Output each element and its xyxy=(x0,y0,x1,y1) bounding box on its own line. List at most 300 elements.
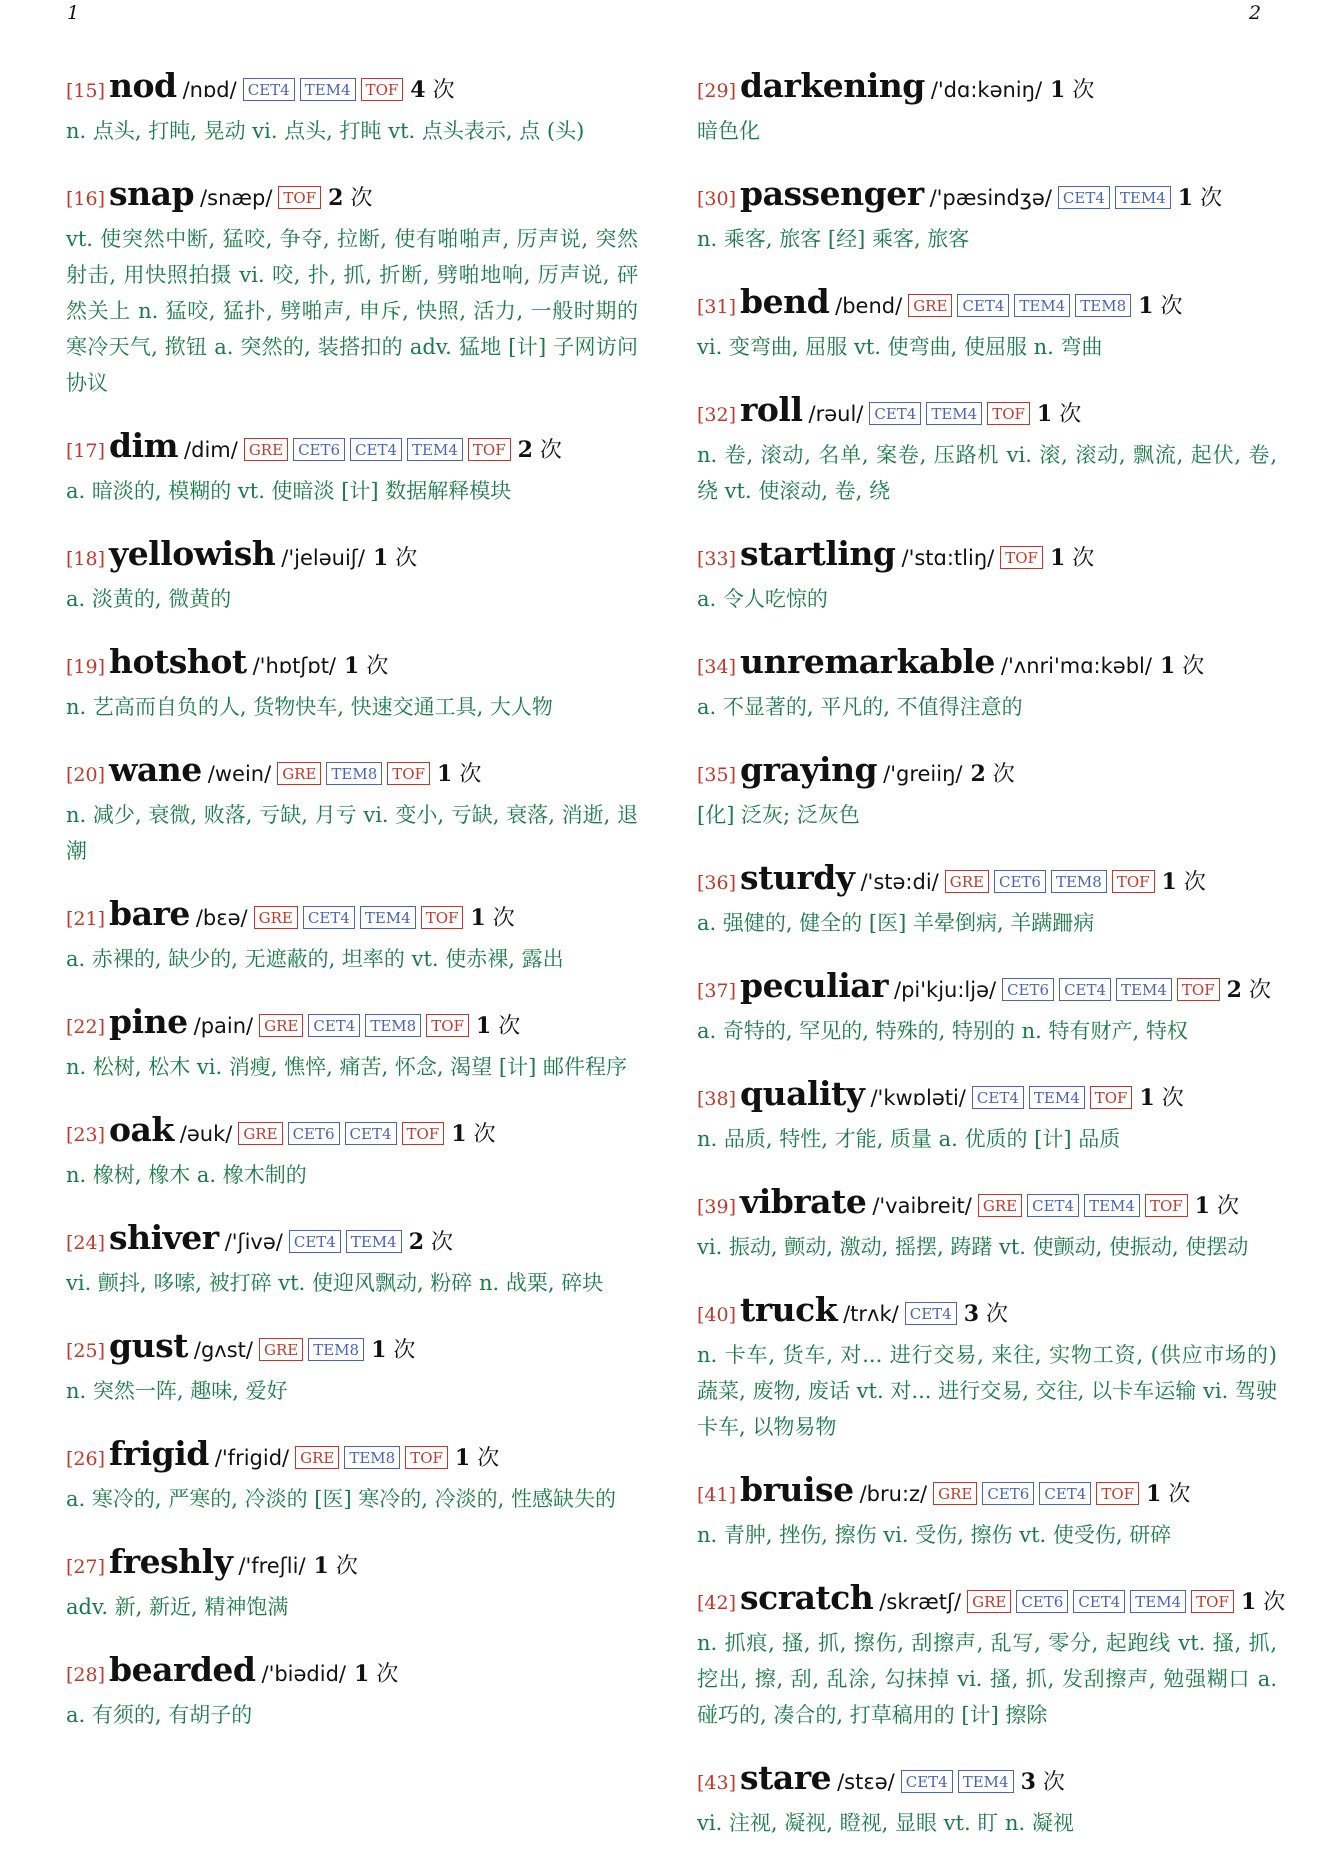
exam-tags xyxy=(945,872,1160,895)
vocab-entry xyxy=(66,1542,638,1625)
exam-tag-tof: TOF xyxy=(421,906,464,929)
exam-tag-tof: TOF xyxy=(361,78,404,101)
entry-word: scratch xyxy=(740,1578,874,1617)
entry-number: [24] xyxy=(66,1232,106,1254)
entry-definition: vi. 颤抖, 哆嗦, 被打碎 vt. 使迎风飘动, 粉碎 n. 战栗, 碎块 xyxy=(66,1271,604,1295)
entry-definition: a. 奇特的, 罕见的, 特殊的, 特别的 n. 特有财产, 特权 xyxy=(697,1019,1188,1043)
occurrence-count xyxy=(437,754,481,795)
vocab-entry xyxy=(66,894,638,977)
count-suffix: 次 xyxy=(1248,978,1271,1003)
entry-phonetic: /gʌst/ xyxy=(193,1338,253,1362)
entry-definition: n. 卡车, 货车, 对... 进行交易, 来往, 实物工资, (供应市场的) 蔬菜, 废物, 废话 vt. 对... 进行交易, 交往, 以卡车运输 vi. 驾驶卡车, 以物易物 xyxy=(697,1343,1277,1439)
occurrence-count xyxy=(1138,286,1182,327)
count-suffix: 次 xyxy=(1200,186,1223,211)
exam-tag-tof: TOF xyxy=(405,1446,448,1469)
occurrence-count xyxy=(1162,862,1206,903)
exam-tag-tem4: TEM4 xyxy=(1130,1590,1186,1613)
vocab-entry xyxy=(66,1650,638,1733)
entry-definition: a. 有须的, 有胡子的 xyxy=(66,1703,253,1727)
vocab-entry xyxy=(66,426,638,509)
count-value: 1 xyxy=(451,1121,467,1147)
exam-tag-tof: TOF xyxy=(468,438,511,461)
exam-tag-tem8: TEM8 xyxy=(344,1446,400,1469)
exam-tag-gre: GRE xyxy=(978,1194,1022,1217)
exam-tag-tof: TOF xyxy=(1000,546,1043,569)
entry-number: [41] xyxy=(697,1484,737,1506)
exam-tags xyxy=(238,1124,449,1147)
exam-tag-cet6: CET6 xyxy=(994,870,1046,893)
exam-tag-cet4: CET4 xyxy=(1073,1590,1125,1613)
count-suffix: 次 xyxy=(1161,1086,1184,1111)
entry-headline xyxy=(66,1110,638,1155)
vocab-entry xyxy=(697,1578,1286,1733)
occurrence-count xyxy=(1146,1474,1190,1515)
count-value: 1 xyxy=(1161,869,1177,895)
exam-tag-cet4: CET4 xyxy=(1059,978,1111,1001)
entry-headline xyxy=(66,1434,638,1479)
entry-definition: n. 艺高而自负的人, 货物快车, 快速交通工具, 大人物 xyxy=(66,695,553,719)
vocab-entry xyxy=(697,1182,1277,1265)
entry-phonetic: /'stɑ:tliŋ/ xyxy=(901,546,995,570)
entry-phonetic: /'ʌnri'mɑ:kəbl/ xyxy=(1000,654,1152,678)
vocab-entry xyxy=(66,642,638,725)
exam-tag-cet6: CET6 xyxy=(1002,978,1054,1001)
count-suffix: 次 xyxy=(393,1338,416,1363)
entry-phonetic: /əuk/ xyxy=(179,1122,233,1146)
count-value: 1 xyxy=(437,761,453,787)
entry-phonetic: /pain/ xyxy=(193,1014,254,1038)
exam-tag-gre: GRE xyxy=(933,1482,977,1505)
count-value: 1 xyxy=(1139,1085,1155,1111)
entry-headline xyxy=(697,390,1277,435)
entry-definition: a. 令人吃惊的 xyxy=(697,587,828,611)
entry-number: [35] xyxy=(697,764,737,786)
entry-definition: a. 淡黄的, 微黄的 xyxy=(66,587,232,611)
count-suffix: 次 xyxy=(1160,294,1183,319)
exam-tag-tof: TOF xyxy=(1145,1194,1188,1217)
vocab-entry xyxy=(697,534,1277,617)
entry-definition: n. 松树, 松木 vi. 消瘦, 憔悴, 痛苦, 怀念, 渴望 [计] 邮件程序 xyxy=(66,1055,627,1079)
count-suffix: 次 xyxy=(498,1014,521,1039)
count-suffix: 次 xyxy=(1072,546,1095,571)
exam-tag-cet4: CET4 xyxy=(289,1230,341,1253)
entry-headline xyxy=(66,1542,638,1587)
exam-tags xyxy=(905,1304,962,1327)
vocab-entry xyxy=(697,174,1277,257)
vocab-entry xyxy=(697,282,1277,365)
exam-tag-cet4: CET4 xyxy=(905,1302,957,1325)
exam-tags xyxy=(967,1592,1239,1615)
entry-word: wane xyxy=(109,750,202,789)
vocab-entry xyxy=(66,1002,638,1085)
entry-number: [32] xyxy=(697,404,737,426)
exam-tag-tem8: TEM8 xyxy=(1075,294,1131,317)
count-value: 2 xyxy=(408,1229,425,1255)
exam-tag-tem4: TEM4 xyxy=(926,402,982,425)
entry-word: dim xyxy=(109,426,179,465)
entry-phonetic: /trʌk/ xyxy=(843,1302,899,1326)
count-suffix: 次 xyxy=(986,1302,1009,1327)
exam-tag-gre: GRE xyxy=(295,1446,339,1469)
entry-definition: a. 不显著的, 平凡的, 不值得注意的 xyxy=(697,695,1023,719)
entry-headline xyxy=(697,1182,1277,1227)
entry-phonetic: /wein/ xyxy=(207,762,272,786)
entry-number: [37] xyxy=(697,980,737,1002)
occurrence-count xyxy=(1227,970,1271,1011)
vocab-entry xyxy=(66,534,638,617)
entry-phonetic: /'biədid/ xyxy=(261,1662,347,1686)
vocab-entry xyxy=(66,66,638,149)
entry-number: [34] xyxy=(697,656,737,678)
exam-tag-tem4: TEM4 xyxy=(346,1230,402,1253)
entry-word: shiver xyxy=(109,1218,219,1257)
count-value: 1 xyxy=(1138,293,1154,319)
entry-word: snap xyxy=(109,174,195,213)
exam-tags xyxy=(243,80,409,103)
exam-tag-tem4: TEM4 xyxy=(360,906,416,929)
entry-headline xyxy=(66,1002,638,1047)
entry-word: bruise xyxy=(740,1470,854,1509)
vocab-entry xyxy=(66,1218,638,1301)
entry-phonetic: /'greiiŋ/ xyxy=(883,762,963,786)
entry-headline xyxy=(66,894,638,939)
exam-tags xyxy=(259,1016,474,1039)
exam-tags xyxy=(1058,188,1176,211)
exam-tags xyxy=(254,908,469,931)
entry-phonetic: /'dɑ:kəniŋ/ xyxy=(930,78,1043,102)
exam-tag-gre: GRE xyxy=(945,870,989,893)
occurrence-count xyxy=(328,178,372,219)
entry-definition: a. 寒冷的, 严寒的, 冷淡的 [医] 寒冷的, 冷淡的, 性感缺失的 xyxy=(66,1487,617,1511)
exam-tag-gre: GRE xyxy=(967,1590,1011,1613)
vocab-entry xyxy=(697,66,1277,149)
vocab-entry xyxy=(66,1110,638,1193)
count-value: 1 xyxy=(454,1445,471,1471)
entry-word: stare xyxy=(740,1758,832,1797)
entry-definition: n. 抓痕, 搔, 抓, 擦伤, 刮擦声, 乱写, 零分, 起跑线 vt. 搔, 抓, 挖出, 擦, 刮, 乱涂, 勾抹掉 vi. 搔, 抓, 发刮擦声, 勉强糊口 a. 碰巧的, 凑合的, 打草稿用的 [计] 擦除 xyxy=(697,1631,1277,1727)
exam-tag-tof: TOF xyxy=(987,402,1030,425)
exam-tag-tof: TOF xyxy=(426,1014,469,1037)
count-value: 1 xyxy=(1177,185,1194,211)
exam-tag-tof: TOF xyxy=(1090,1086,1133,1109)
exam-tags xyxy=(277,764,435,787)
exam-tag-cet4: CET4 xyxy=(345,1122,397,1145)
count-value: 1 xyxy=(1146,1481,1162,1507)
entry-definition: adv. 新, 新近, 精神饱满 xyxy=(66,1595,289,1619)
occurrence-count xyxy=(1160,646,1204,687)
count-suffix: 次 xyxy=(1042,1770,1065,1795)
count-value: 1 xyxy=(371,1337,387,1363)
exam-tag-cet4: CET4 xyxy=(972,1086,1024,1109)
exam-tags xyxy=(259,1340,369,1363)
vocab-entry xyxy=(697,642,1277,725)
entry-phonetic: /stɛə/ xyxy=(837,1770,895,1794)
exam-tag-tof: TOF xyxy=(1191,1590,1234,1613)
entry-word: oak xyxy=(109,1110,174,1149)
entry-definition: 暗色化 xyxy=(697,119,760,143)
count-suffix: 次 xyxy=(1182,654,1205,679)
entry-number: [18] xyxy=(66,548,106,570)
count-value: 4 xyxy=(410,77,426,103)
exam-tags xyxy=(1002,980,1225,1003)
entry-definition: vt. 使突然中断, 猛咬, 争夺, 拉断, 使有啪啪声, 厉声说, 突然射击, 用快照拍摄 vi. 咬, 扑, 抓, 折断, 劈啪地响, 厉声说, 砰然关上 n. 猛咬, 猛扑, 劈啪声, 申斥, 快照, 活力, 一般时期的寒冷天气, 揿钮 a. 突然的, 装搭扣的 adv. 猛地 [计] 子网访问协议 xyxy=(66,227,638,395)
left-column xyxy=(66,66,638,1758)
occurrence-count xyxy=(1195,1186,1239,1227)
count-suffix: 次 xyxy=(1059,402,1082,427)
entry-definition: a. 赤裸的, 缺少的, 无遮蔽的, 坦率的 vt. 使赤裸, 露出 xyxy=(66,947,564,971)
exam-tag-gre: GRE xyxy=(259,1014,303,1037)
entry-number: [42] xyxy=(697,1592,737,1614)
vocab-entry xyxy=(697,390,1277,509)
count-value: 1 xyxy=(1194,1193,1210,1219)
exam-tag-gre: GRE xyxy=(277,762,321,785)
entry-word: peculiar xyxy=(740,966,889,1005)
exam-tag-cet4: CET4 xyxy=(1058,186,1110,209)
entry-definition: vi. 注视, 凝视, 瞪视, 显眼 vt. 盯 n. 凝视 xyxy=(697,1811,1074,1835)
occurrence-count xyxy=(518,430,562,471)
count-value: 1 xyxy=(1036,401,1053,427)
entry-word: bend xyxy=(740,282,830,321)
count-suffix: 次 xyxy=(432,78,455,103)
occurrence-count xyxy=(1050,70,1094,111)
count-suffix: 次 xyxy=(376,1662,399,1687)
entry-headline xyxy=(697,1074,1277,1119)
entry-number: [30] xyxy=(697,188,737,210)
entry-headline xyxy=(697,174,1277,219)
exam-tag-cet4: CET4 xyxy=(869,402,921,425)
entry-phonetic: /snæp/ xyxy=(200,186,273,210)
entry-phonetic: /pi'kju:ljə/ xyxy=(894,978,997,1002)
exam-tags xyxy=(901,1772,1019,1795)
entry-phonetic: /'stə:di/ xyxy=(860,870,939,894)
entry-number: [43] xyxy=(697,1772,737,1794)
occurrence-count xyxy=(354,1654,398,1695)
entry-phonetic: /'vaibreit/ xyxy=(872,1194,972,1218)
count-value: 2 xyxy=(970,761,986,787)
exam-tag-cet4: CET4 xyxy=(243,78,295,101)
entry-phonetic: /'kwɒləti/ xyxy=(870,1086,966,1110)
exam-tag-tof: TOF xyxy=(387,762,430,785)
count-value: 2 xyxy=(517,437,533,463)
exam-tag-cet6: CET6 xyxy=(288,1122,340,1145)
entry-phonetic: /bɛə/ xyxy=(195,906,248,930)
count-value: 3 xyxy=(1020,1769,1036,1795)
count-value: 3 xyxy=(963,1301,980,1327)
exam-tag-tem8: TEM8 xyxy=(326,762,382,785)
exam-tag-cet6: CET6 xyxy=(1016,1590,1068,1613)
entry-word: roll xyxy=(740,390,803,429)
exam-tag-cet4: CET4 xyxy=(303,906,355,929)
exam-tag-gre: GRE xyxy=(908,294,952,317)
entry-headline xyxy=(66,1326,638,1371)
count-suffix: 次 xyxy=(539,438,562,463)
exam-tags xyxy=(933,1484,1144,1507)
entry-headline xyxy=(66,750,638,795)
entry-phonetic: /dim/ xyxy=(184,438,238,462)
entry-word: darkening xyxy=(740,66,925,105)
occurrence-count xyxy=(1021,1762,1065,1803)
exam-tag-tem8: TEM8 xyxy=(365,1014,421,1037)
entry-number: [20] xyxy=(66,764,106,786)
entry-headline xyxy=(697,1470,1277,1515)
exam-tag-gre: GRE xyxy=(259,1338,303,1361)
exam-tag-cet4: CET4 xyxy=(957,294,1009,317)
entry-definition: [化] 泛灰; 泛灰色 xyxy=(697,803,860,827)
count-value: 2 xyxy=(1226,977,1242,1003)
entry-definition: n. 点头, 打盹, 晃动 vi. 点头, 打盹 vt. 点头表示, 点 (头) xyxy=(66,119,585,143)
entry-definition: n. 乘客, 旅客 [经] 乘客, 旅客 xyxy=(697,227,970,251)
entry-headline xyxy=(66,66,638,111)
exam-tag-cet6: CET6 xyxy=(293,438,345,461)
count-suffix: 次 xyxy=(1216,1194,1239,1219)
count-value: 1 xyxy=(470,905,486,931)
exam-tags xyxy=(972,1088,1138,1111)
entry-number: [39] xyxy=(697,1196,737,1218)
exam-tag-gre: GRE xyxy=(254,906,298,929)
entry-word: vibrate xyxy=(740,1182,867,1221)
entry-headline xyxy=(697,750,1277,795)
entry-word: bare xyxy=(109,894,190,933)
entry-phonetic: /'jeləuiʃ/ xyxy=(281,546,365,570)
exam-tag-tem4: TEM4 xyxy=(1115,186,1171,209)
occurrence-count xyxy=(373,538,417,579)
entry-number: [21] xyxy=(66,908,106,930)
entry-phonetic: /nɒd/ xyxy=(182,78,237,102)
entry-headline xyxy=(697,642,1277,687)
exam-tags xyxy=(295,1448,453,1471)
entry-word: startling xyxy=(740,534,896,573)
entry-definition: n. 青肿, 挫伤, 擦伤 vi. 受伤, 擦伤 vt. 使受伤, 研碎 xyxy=(697,1523,1172,1547)
entry-number: [19] xyxy=(66,656,106,678)
exam-tags xyxy=(869,404,1035,427)
occurrence-count xyxy=(451,1114,495,1155)
entry-headline xyxy=(697,858,1277,903)
count-suffix: 次 xyxy=(1072,78,1095,103)
exam-tag-tof: TOF xyxy=(1112,870,1155,893)
entry-word: unremarkable xyxy=(740,642,995,681)
entry-definition: a. 暗淡的, 模糊的 vt. 使暗淡 [计] 数据解释模块 xyxy=(66,479,512,503)
count-suffix: 次 xyxy=(395,546,418,571)
exam-tag-cet4: CET4 xyxy=(901,1770,953,1793)
exam-tag-tem4: TEM4 xyxy=(1014,294,1070,317)
entry-number: [33] xyxy=(697,548,737,570)
entry-headline xyxy=(66,1218,638,1263)
occurrence-count xyxy=(410,70,454,111)
occurrence-count xyxy=(964,1294,1008,1335)
vocab-entry xyxy=(66,1434,638,1517)
count-value: 1 xyxy=(354,1661,370,1687)
entry-number: [17] xyxy=(66,440,106,462)
count-value: 1 xyxy=(1159,653,1176,679)
occurrence-count xyxy=(1178,178,1222,219)
count-suffix: 次 xyxy=(459,762,482,787)
entry-headline xyxy=(697,534,1277,579)
exam-tag-gre: GRE xyxy=(238,1122,282,1145)
entry-word: bearded xyxy=(109,1650,256,1689)
exam-tag-tem4: TEM4 xyxy=(300,78,356,101)
entry-headline xyxy=(66,642,638,687)
exam-tags xyxy=(1000,548,1048,571)
occurrence-count xyxy=(476,1006,520,1047)
exam-tags xyxy=(278,188,326,211)
occurrence-count xyxy=(970,754,1014,795)
occurrence-count xyxy=(470,898,514,939)
exam-tag-tem4: TEM4 xyxy=(407,438,463,461)
entry-number: [22] xyxy=(66,1016,106,1038)
count-suffix: 次 xyxy=(335,1554,358,1579)
occurrence-count xyxy=(1050,538,1094,579)
entry-phonetic: /skrætʃ/ xyxy=(879,1590,962,1614)
exam-tag-tof: TOF xyxy=(1177,978,1220,1001)
occurrence-count xyxy=(455,1438,499,1479)
exam-tag-tem8: TEM8 xyxy=(1051,870,1107,893)
entry-word: frigid xyxy=(109,1434,209,1473)
entry-definition: n. 橡树, 橡木 a. 橡木制的 xyxy=(66,1163,307,1187)
entry-word: sturdy xyxy=(740,858,855,897)
exam-tags xyxy=(289,1232,407,1255)
entry-definition: n. 卷, 滚动, 名单, 案卷, 压路机 vi. 滚, 滚动, 飘流, 起伏, 卷, 绕 vt. 使滚动, 卷, 绕 xyxy=(697,443,1277,503)
occurrence-count xyxy=(344,646,388,687)
exam-tag-cet4: CET4 xyxy=(1027,1194,1079,1217)
count-suffix: 次 xyxy=(477,1446,500,1471)
count-suffix: 次 xyxy=(992,762,1015,787)
entry-number: [40] xyxy=(697,1304,737,1326)
entry-phonetic: /'pæsindʒə/ xyxy=(929,186,1052,210)
vocab-entry xyxy=(697,1470,1277,1553)
vocab-entry xyxy=(66,1326,638,1409)
exam-tag-tof: TOF xyxy=(402,1122,445,1145)
entry-number: [23] xyxy=(66,1124,106,1146)
exam-tag-tof: TOF xyxy=(1096,1482,1139,1505)
entry-definition: vi. 变弯曲, 屈服 vt. 使弯曲, 使屈服 n. 弯曲 xyxy=(697,335,1103,359)
entry-number: [38] xyxy=(697,1088,737,1110)
exam-tag-tof: TOF xyxy=(278,186,321,209)
entry-headline xyxy=(697,1290,1277,1335)
entry-headline xyxy=(66,426,638,471)
exam-tag-tem8: TEM8 xyxy=(308,1338,364,1361)
count-value: 1 xyxy=(344,653,360,679)
count-value: 2 xyxy=(328,185,344,211)
entry-word: nod xyxy=(109,66,177,105)
entry-definition: n. 突然一阵, 趣味, 爱好 xyxy=(66,1379,288,1403)
entry-headline xyxy=(697,66,1277,111)
exam-tag-tem4: TEM4 xyxy=(1116,978,1172,1001)
entry-phonetic: /bend/ xyxy=(835,294,903,318)
vocab-entry xyxy=(66,174,638,401)
entry-phonetic: /rəul/ xyxy=(808,402,864,426)
page-number-left: 1 xyxy=(67,2,80,24)
entry-number: [31] xyxy=(697,296,737,318)
exam-tag-cet4: CET4 xyxy=(308,1014,360,1037)
count-value: 1 xyxy=(372,545,389,571)
exam-tags xyxy=(244,440,516,463)
entry-headline xyxy=(697,282,1277,327)
entry-number: [16] xyxy=(66,188,106,210)
count-suffix: 次 xyxy=(473,1122,496,1147)
entry-headline xyxy=(66,1650,638,1695)
right-column xyxy=(697,66,1286,1866)
exam-tag-cet4: CET4 xyxy=(350,438,402,461)
entry-phonetic: /'ʃivə/ xyxy=(224,1230,283,1254)
vocab-entry xyxy=(697,966,1277,1049)
entry-headline xyxy=(697,1578,1286,1623)
occurrence-count xyxy=(1037,394,1081,435)
entry-definition: a. 强健的, 健全的 [医] 羊晕倒病, 羊蹒跚病 xyxy=(697,911,1095,935)
exam-tag-cet4: CET4 xyxy=(1039,1482,1091,1505)
entry-word: passenger xyxy=(740,174,924,213)
count-suffix: 次 xyxy=(350,186,373,211)
entry-number: [25] xyxy=(66,1340,106,1362)
